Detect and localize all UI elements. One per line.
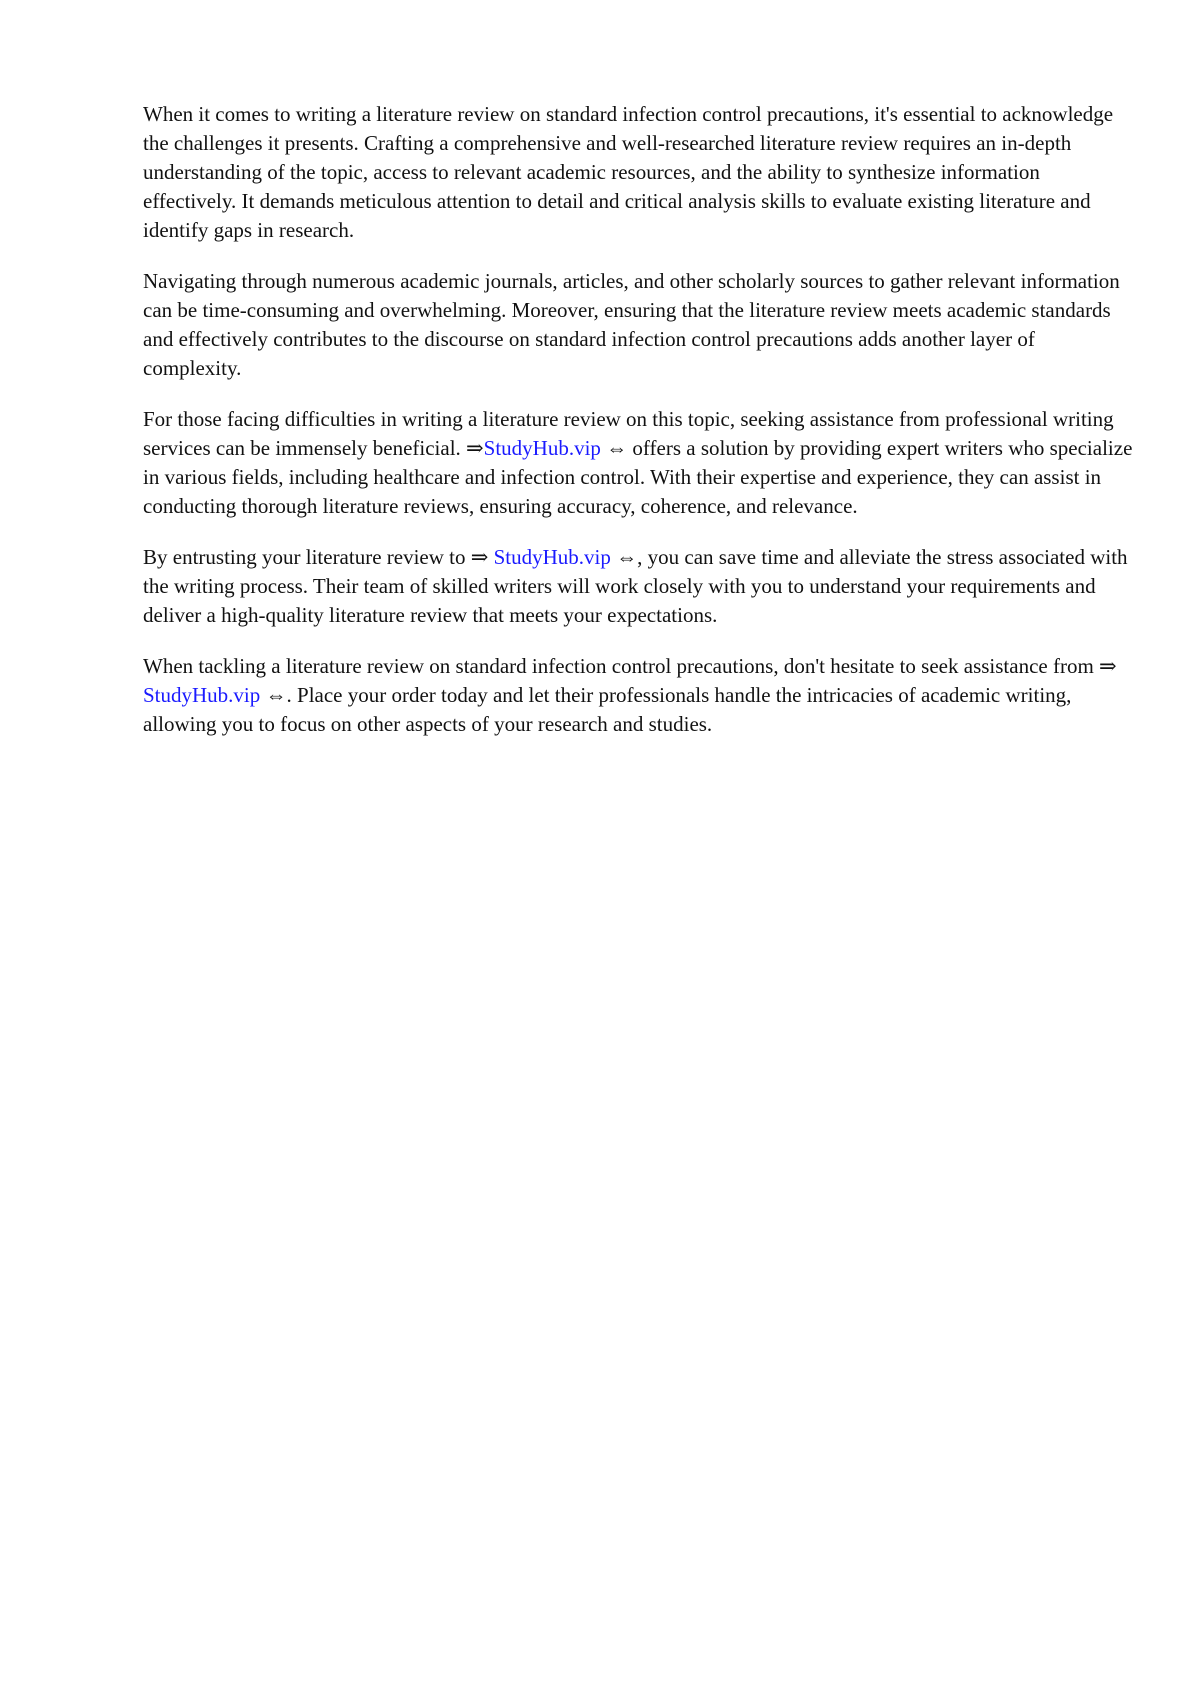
paragraph-entrusting-text-after: , you can save time and alleviate the stress associated with the writing process. Their team of skilled writers will work closely with you to understand your requirements and deliver a high-quality literature review that meets your expectations.: [143, 545, 1128, 627]
arrow-both-icon: ⇔: [616, 545, 638, 569]
paragraph-assistance-text-before: For those facing difficulties in writing a literature review on this topic, seeking assistance from professional writing services can be immensely beneficial.: [143, 407, 1114, 460]
arrow-both-icon: ⇔: [265, 683, 287, 707]
paragraph-intro-text: When it comes to writing a literature review on standard infection control precautions, it's essential to acknowledge the challenges it presents. Crafting a comprehensive and well-researched literature review requires an in-depth understanding of the topic, access to relevant academic resources, and the ability to synthesize information effectively. It demands meticulous attention to detail and critical analysis skills to evaluate existing literature and identify gaps in research.: [143, 102, 1114, 242]
arrow-right-icon: ⇒: [466, 436, 484, 460]
arrow-both-icon: ⇔: [606, 436, 628, 460]
paragraph-closing: [143, 652, 1133, 739]
paragraph-entrusting: [143, 543, 1133, 630]
studyhub-link[interactable]: StudyHub.vip: [493, 545, 611, 569]
paragraph-navigating-text: Navigating through numerous academic journals, articles, and other scholarly sources to gather relevant information can be time-consuming and overwhelming. Moreover, ensuring that the literature review meets academic standards and effectively contributes to the discourse on standard infection control precautions adds another layer of complexity.: [143, 269, 1120, 380]
studyhub-link[interactable]: StudyHub.vip: [483, 436, 601, 460]
arrow-right-icon: ⇒: [470, 545, 489, 569]
paragraph-intro: [143, 100, 1133, 245]
paragraph-assistance-text-after: offers a solution by providing expert writers who specialize in various fields, including healthcare and infection control. With their expertise and experience, they can assist in conducting thorough literature reviews, ensuring accuracy, coherence, and relevance.: [143, 436, 1133, 518]
document-body: [143, 100, 1133, 761]
paragraph-entrusting-text-before: By entrusting your literature review to: [143, 545, 466, 569]
paragraph-closing-text-after: . Place your order today and let their professionals handle the intricacies of academic writing, allowing you to focus on other aspects of your research and studies.: [143, 683, 1072, 736]
paragraph-assistance: [143, 405, 1133, 521]
paragraph-closing-text-before: When tackling a literature review on standard infection control precautions, don't hesitate to seek assistance from: [143, 654, 1094, 678]
arrow-right-icon: ⇒: [1099, 654, 1117, 678]
paragraph-navigating: [143, 267, 1133, 383]
studyhub-link[interactable]: StudyHub.vip: [143, 683, 261, 707]
